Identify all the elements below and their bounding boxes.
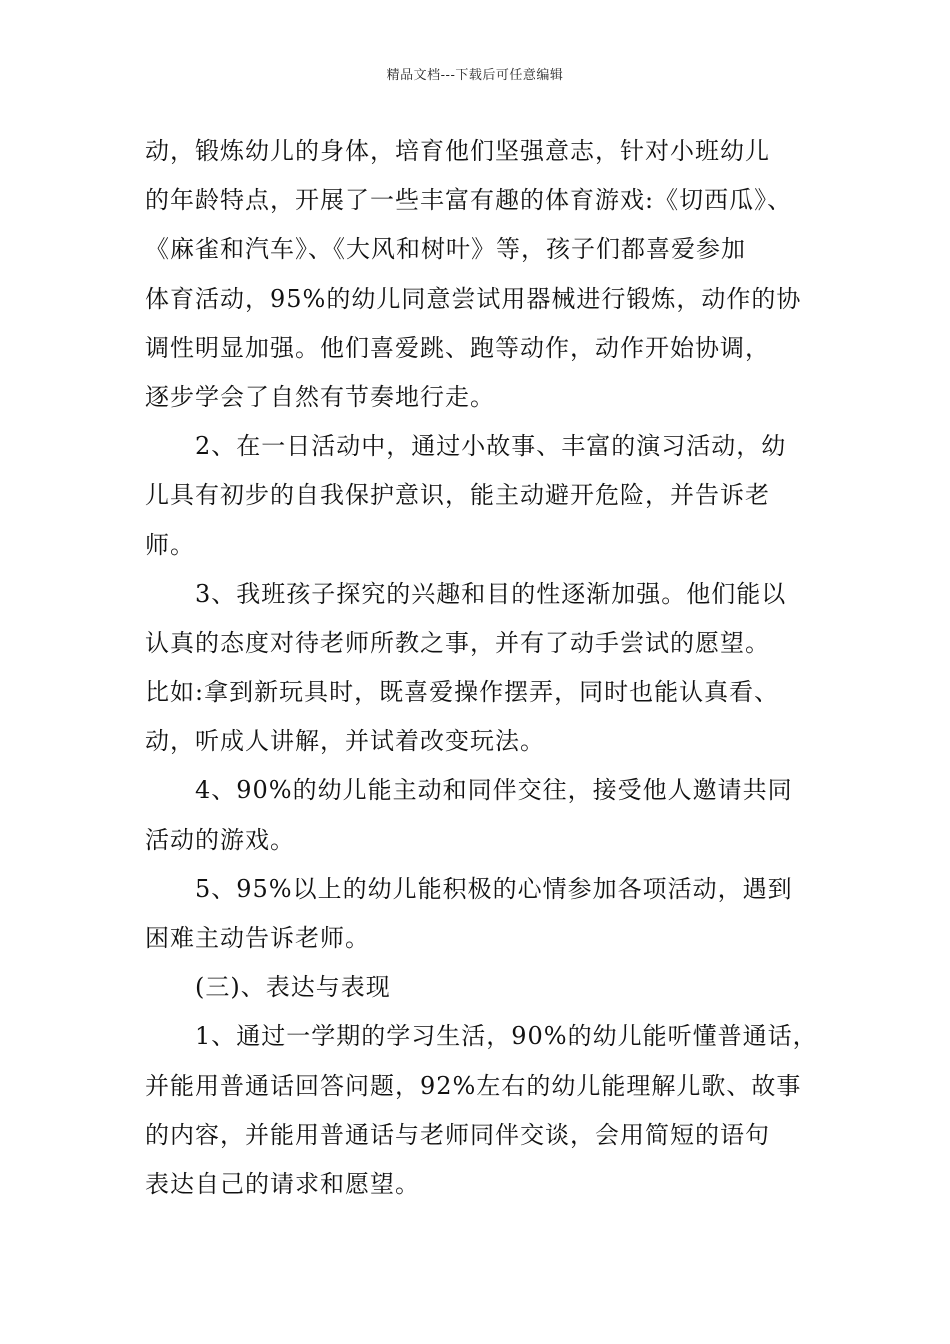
paragraph-item-1-line: 1、通过一学期的学习生活，90%的幼儿能听懂普通话， bbox=[195, 1022, 818, 1051]
text-line: 逐步学会了自然有节奏地行走。 bbox=[145, 382, 495, 411]
section-heading: (三)、表达与表现 bbox=[195, 973, 391, 1002]
paragraph-item-3-line: 3、我班孩子探究的兴趣和目的性逐渐加强。他们能以 bbox=[195, 579, 787, 608]
text-line: 的内容，并能用普通话与老师同伴交谈，会用简短的语句 bbox=[145, 1120, 770, 1149]
document-body bbox=[145, 127, 825, 1209]
text-line: 比如:拿到新玩具时，既喜爱操作摆弄，同时也能认真看、 bbox=[145, 678, 780, 707]
paragraph-item-5-line: 5、95%以上的幼儿能积极的心情参加各项活动，遇到 bbox=[195, 874, 793, 903]
text-line: 调性明显加强。他们喜爱跳、跑等动作，动作开始协调， bbox=[145, 333, 770, 362]
paragraph-item-4-line: 4、90%的幼儿能主动和同伴交往，接受他人邀请共同 bbox=[195, 776, 793, 805]
text-line: 活动的游戏。 bbox=[145, 825, 295, 854]
text-line: 儿具有初步的自我保护意识，能主动避开危险，并告诉老 bbox=[145, 481, 770, 510]
text-line: 《麻雀和汽车》、《大风和树叶》等，孩子们都喜爱参加 bbox=[145, 235, 746, 264]
text-line: 体育活动，95%的幼儿同意尝试用器械进行锻炼，动作的协 bbox=[145, 284, 802, 313]
text-line: 动，听成人讲解，并试着改变玩法。 bbox=[145, 727, 545, 756]
paragraph-item-2-line: 2、在一日活动中，通过小故事、丰富的演习活动，幼 bbox=[195, 432, 787, 461]
text-line: 动，锻炼幼儿的身体，培育他们坚强意志，针对小班幼儿 bbox=[145, 137, 770, 165]
text-line: 表达自己的请求和愿望。 bbox=[145, 1169, 420, 1198]
text-line: 的年龄特点，开展了一些丰富有趣的体育游戏:《切西瓜》、 bbox=[145, 186, 793, 215]
text-line: 师。 bbox=[145, 530, 195, 559]
text-line: 并能用普通话回答问题，92%左右的幼儿能理解儿歌、故事 bbox=[145, 1071, 802, 1100]
text-line: 困难主动告诉老师。 bbox=[145, 924, 370, 952]
text-line: 认真的态度对待老师所教之事，并有了动手尝试的愿望。 bbox=[145, 628, 770, 657]
page-header: 精品文档---下载后可任意编辑 bbox=[386, 68, 564, 83]
